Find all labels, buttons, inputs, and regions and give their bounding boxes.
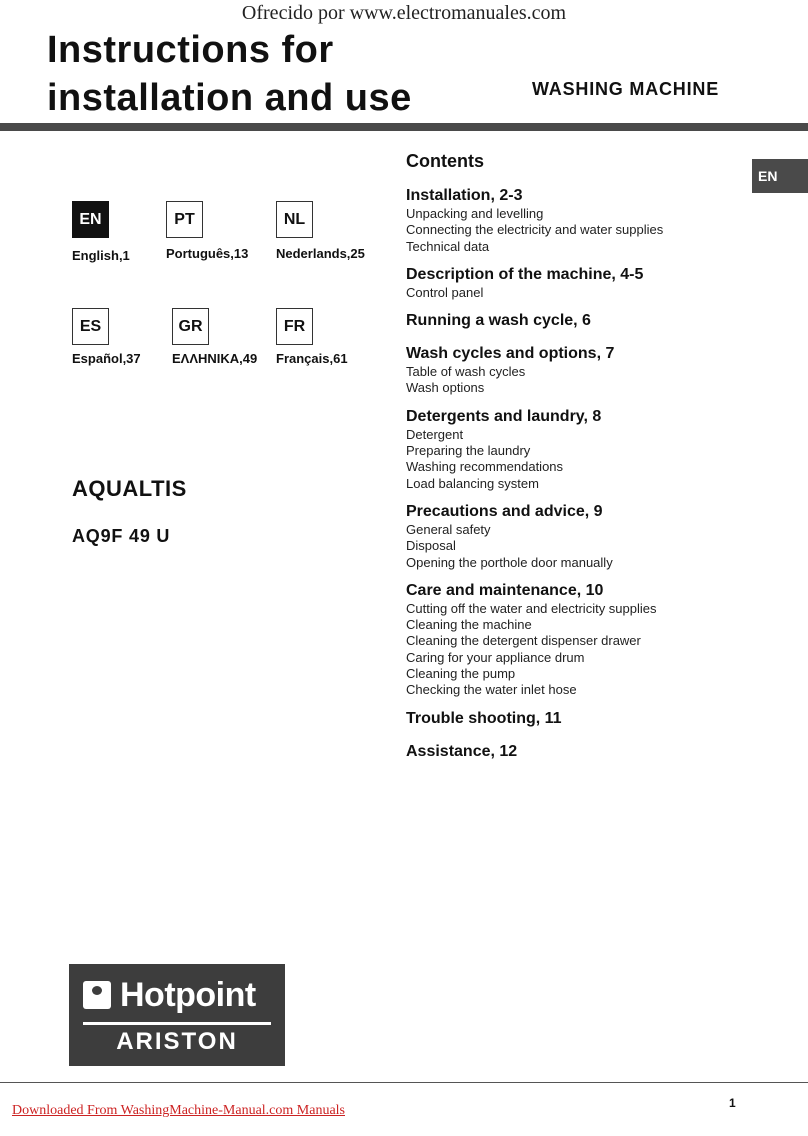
document-subtitle: WASHING MACHINE [532,79,719,99]
page-title-line-2: installation and use [47,77,412,119]
model-name: AQUALTIS [72,476,187,501]
toc-section [406,502,736,571]
toc-section-title[interactable]: Care and maintenance, 10 [406,581,604,599]
toc-sub-item[interactable]: Cleaning the detergent dispenser drawer [406,633,641,649]
lang-label-pt[interactable]: Português,13 [166,246,249,261]
page-number: 1 [729,1096,736,1110]
toc-sub-item[interactable]: Control panel [406,284,484,300]
toc-section [406,407,736,492]
toc-sub-item[interactable]: Caring for your appliance drum [406,649,585,665]
model-code: AQ9F 49 U [72,526,171,546]
lang-label-nl[interactable]: Nederlands,25 [276,246,365,261]
lang-box-fr[interactable]: FR [276,308,313,345]
lang-label-fr[interactable]: Français,61 [276,351,348,366]
toc-sub-item[interactable]: Detergent [406,426,464,442]
language-side-tab: EN [752,159,808,193]
logo-brand: Hotpoint [120,976,256,1014]
page-title-line-1: Instructions for [47,29,334,71]
toc-section-title[interactable]: Description of the machine, 4-5 [406,265,644,283]
lang-box-nl[interactable]: NL [276,201,313,238]
toc-section-title[interactable]: Installation, 2-3 [406,187,523,204]
toc-section-title[interactable]: Trouble shooting, 11 [406,709,562,727]
toc-section-title[interactable]: Precautions and advice, 9 [406,502,603,520]
toc-sub-item[interactable]: Cleaning the machine [406,617,532,633]
logo-divider [83,1022,271,1025]
toc-section-title[interactable]: Wash cycles and options, 7 [406,345,615,363]
toc-sub-item[interactable]: Cleaning the pump [406,666,516,682]
lang-label-en[interactable]: English,1 [72,248,130,263]
toc-section-title[interactable]: Detergents and laundry, 8 [406,407,602,425]
toc-sub-item[interactable]: Connecting the electricity and water supplies [406,222,664,238]
toc-sub-item[interactable]: Washing recommendations [406,459,564,475]
toc-section-title[interactable]: Assistance, 12 [406,742,518,760]
toc-sub-item[interactable]: Disposal [406,538,456,554]
logo-top-row [83,976,256,1014]
lang-box-en[interactable]: EN [72,201,109,238]
lang-box-pt[interactable]: PT [166,201,203,238]
toc-sub-item[interactable]: Table of wash cycles [406,364,526,380]
hotpoint-ariston-logo [69,964,285,1066]
toc-section [406,581,736,699]
table-of-contents [406,186,736,772]
lang-box-es[interactable]: ES [72,308,109,345]
toc-sub-item[interactable]: Unpacking and levelling [406,206,544,221]
toc-section-title[interactable]: Running a wash cycle, 6 [406,312,591,330]
hotpoint-mark-icon [83,981,111,1009]
toc-sub-item[interactable]: Checking the water inlet hose [406,682,577,698]
footer-download-link[interactable]: Downloaded From WashingMachine-Manual.com Manuals [12,1103,345,1118]
top-banner: Ofrecido por www.electromanuales.com [241,2,567,24]
toc-sub-item[interactable]: Technical data [406,238,490,254]
toc-section [406,344,736,397]
toc-section [406,265,736,301]
toc-sub-item[interactable]: Cutting off the water and electricity supplies [406,600,657,616]
lang-label-es[interactable]: Español,37 [72,351,141,366]
lang-label-gr[interactable]: ΕΛΛΗΝΙΚΑ,49 [172,351,258,366]
header-rule [0,123,808,131]
page-title [47,26,412,122]
toc-section [406,742,736,762]
lang-box-gr[interactable]: GR [172,308,209,345]
toc-sub-item[interactable]: Wash options [406,380,485,396]
toc-sub-item[interactable]: Preparing the laundry [406,443,531,459]
footer-rule [0,1082,808,1083]
toc-sub-item[interactable]: Load balancing system [406,475,539,491]
logo-subbrand: ARISTON [116,1028,238,1055]
toc-sub-item[interactable]: Opening the porthole door manually [406,554,613,570]
toc-section [406,709,736,729]
toc-section [406,311,736,331]
toc-sub-item[interactable]: General safety [406,521,491,537]
toc-section [406,186,736,255]
contents-title: Contents [406,151,484,171]
